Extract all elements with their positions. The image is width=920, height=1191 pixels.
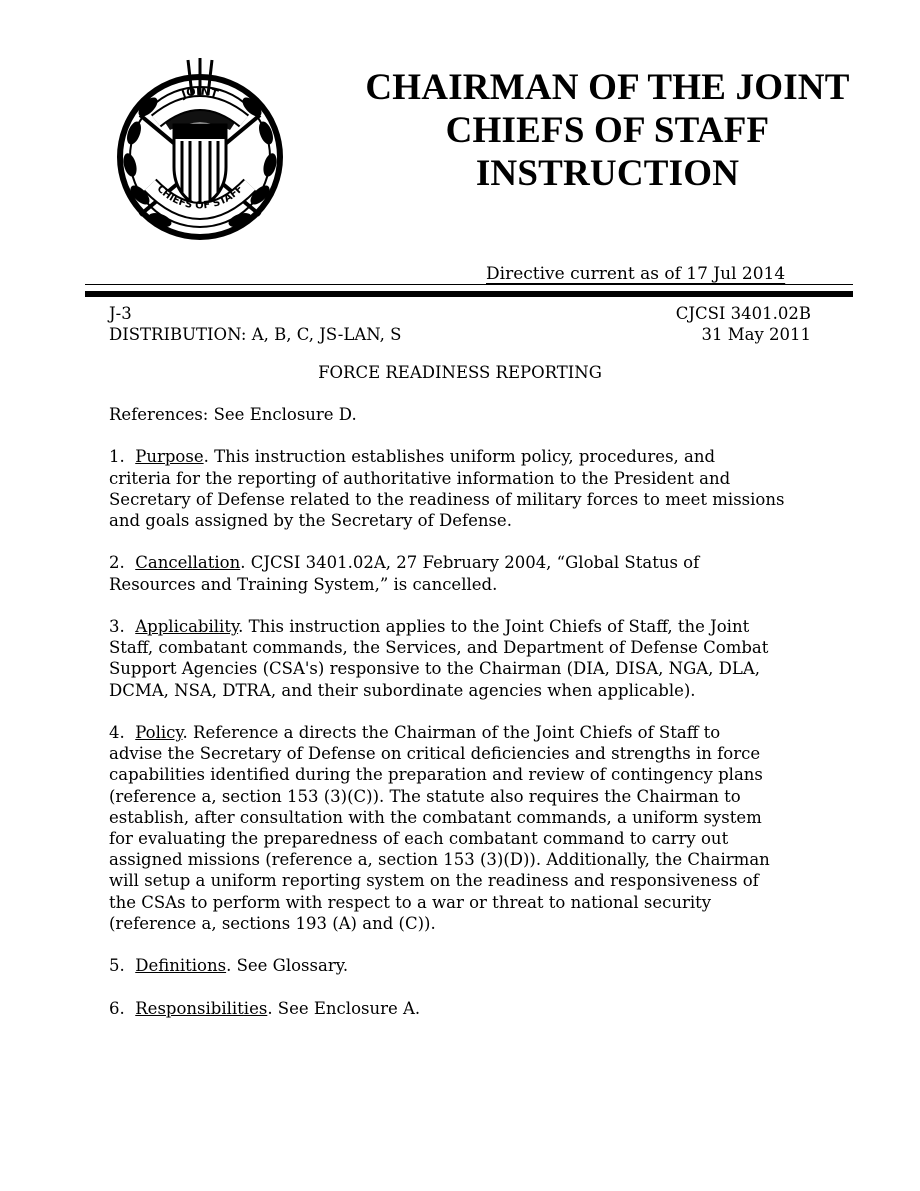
seal-lower-text: CHIEFS OF STAFF xyxy=(154,183,246,212)
title-line: CHIEFS OF STAFF xyxy=(445,110,770,151)
section-heading: Purpose xyxy=(135,447,204,467)
section-text: the CSAs to perform with respect to a war or threat to national security xyxy=(109,892,712,912)
section-text: assigned missions (reference a, section 153 (3)(D)). Additionally, the Chairman xyxy=(109,850,770,870)
seal-upper-text: JOINT xyxy=(179,84,220,101)
section-text: . See Glossary. xyxy=(226,956,349,976)
directive-status: Directive current as of 17 Jul 2014 xyxy=(486,264,786,284)
section-text: will setup a uniform reporting system on the readiness and responsiveness of xyxy=(109,871,759,891)
section-number: 5. xyxy=(109,956,125,976)
header-rule-thin xyxy=(85,284,853,285)
meta-right xyxy=(676,303,811,345)
section-heading: Cancellation xyxy=(135,553,241,573)
meta-left xyxy=(109,303,401,345)
title-line: INSTRUCTION xyxy=(475,153,740,194)
section-text: DCMA, NSA, DTRA, and their subordinate agencies when applicable). xyxy=(109,680,696,700)
section-text: . This instruction applies to the Joint Chiefs of Staff, the Joint xyxy=(238,616,750,636)
section-heading: Definitions xyxy=(135,956,227,976)
section-text: (reference a, section 153 (3)(C)). The statute also requires the Chairman to xyxy=(109,786,741,806)
document-body xyxy=(109,404,829,1040)
section-policy xyxy=(109,722,829,934)
section-cancellation xyxy=(109,552,829,594)
section-text: . Reference a directs the Chairman of the Joint Chiefs of Staff to xyxy=(182,722,721,742)
section-heading: Applicability xyxy=(135,616,239,636)
section-number: 1. xyxy=(109,447,125,467)
section-responsibilities xyxy=(109,998,829,1019)
section-text: Support Agencies (CSA's) responsive to the Chairman (DIA, DISA, NGA, DLA, xyxy=(109,659,761,679)
section-text: (reference a, sections 193 (A) and (C)). xyxy=(109,913,436,933)
section-text: . See Enclosure A. xyxy=(267,998,421,1018)
section-applicability xyxy=(109,616,829,701)
section-definitions xyxy=(109,955,829,976)
title-line: CHAIRMAN OF THE JOINT xyxy=(365,67,850,108)
section-number: 4. xyxy=(109,722,125,742)
section-text: and goals assigned by the Secretary of Defense. xyxy=(109,511,512,530)
section-heading: Responsibilities xyxy=(135,998,268,1018)
section-text: Resources and Training System,” is cancelled. xyxy=(109,574,498,594)
document-subject: FORCE READINESS REPORTING xyxy=(318,363,602,382)
section-text: Secretary of Defense related to the readiness of military forces to meet missions xyxy=(109,489,785,509)
document-title xyxy=(330,66,885,195)
section-purpose xyxy=(109,446,829,531)
section-heading: Policy xyxy=(135,722,183,742)
section-text: . CJCSI 3401.02A, 27 February 2004, “Global Status of xyxy=(240,553,700,573)
header-rule-thick xyxy=(85,291,853,297)
section-text: establish, after consultation with the combatant commands, a uniform system xyxy=(109,807,762,827)
section-text: for evaluating the preparedness of each combatant command to carry out xyxy=(109,829,729,848)
instruction-number: CJCSI 3401.02B xyxy=(675,304,811,323)
section-number: 3. xyxy=(109,616,125,636)
section-text: advise the Secretary of Defense on critical deficiencies and strengths in force xyxy=(109,744,761,764)
section-text: Staff, combatant commands, the Services, and Department of Defense Combat xyxy=(109,638,769,658)
section-number: 6. xyxy=(109,998,125,1018)
references: References: See Enclosure D. xyxy=(109,405,357,424)
instruction-date: 31 May 2011 xyxy=(701,325,811,344)
section-text: criteria for the reporting of authoritative information to the President and xyxy=(109,468,731,488)
distribution: DISTRIBUTION: A, B, C, JS-LAN, S xyxy=(109,325,402,344)
section-text: . This instruction establishes uniform policy, procedures, and xyxy=(203,447,716,467)
section-number: 2. xyxy=(109,553,125,573)
office-code: J-3 xyxy=(109,304,132,323)
section-text: capabilities identified during the preparation and review of contingency plans xyxy=(109,765,763,785)
joint-chiefs-seal xyxy=(110,55,290,255)
